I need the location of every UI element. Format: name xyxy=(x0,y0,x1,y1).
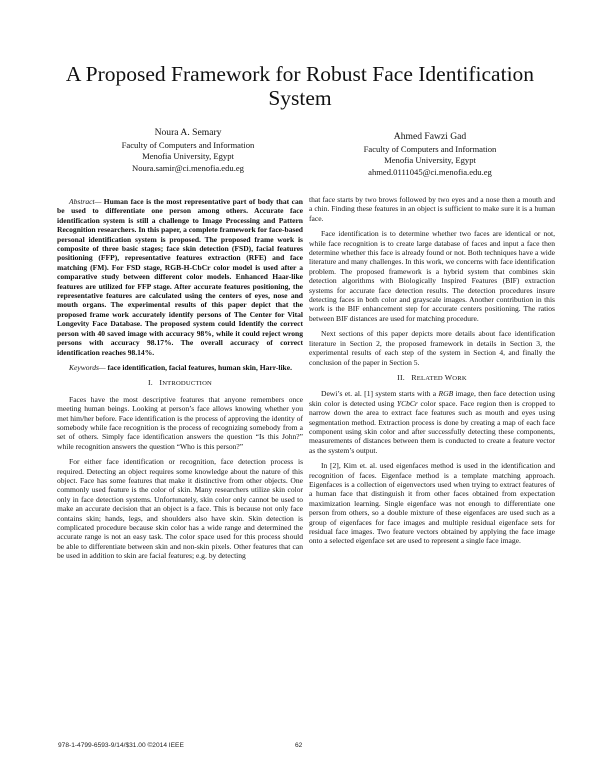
author-name: Ahmed Fawzi Gad xyxy=(393,131,467,142)
author-email[interactable]: ahmed.0111045@ci.menofia.edu.eg xyxy=(368,166,492,177)
related-work-paragraph-1: Dewi’s et. al. [1] system starts with a RGB image, then face detection using skin color is detected using YCbCr color space. Face region then is cropped to narrow down the area to extract face features such as mouth and eyes using segmentation method. Extraction process is done by creating a map of each face component using skin color and after successfully detecting these components, measurements of distances between them is conducted to create a feature vector as the system’s output. xyxy=(309,389,555,455)
author-university: Menofia University, Egypt xyxy=(142,151,234,162)
author-block-2 xyxy=(330,130,530,178)
author-email[interactable]: Noura.samir@ci.menofia.edu.eg xyxy=(132,162,244,173)
abstract xyxy=(57,197,303,357)
related-work-paragraph-2: In [2], Kim et. al. used eigenfaces method is used in the identification and recognition of faces. Eigenface method is a template matching approach. Eigenfaces is a collection of eigenvectors used when trying to extract features of a human face that distinguish it from other faces obtained from expectation maximization learning. Single eigenface was not enough to differentiate one person from others, so a double mixture of these eigenfaces are used such as a group of eigenfaces for face images and multiple residual eigenface sets for residual face images. Two feature vectors obtained by applying the face image onto a selected eigenface set are used to represent a single face image. xyxy=(309,461,555,546)
author-name: Noura A. Semary xyxy=(154,127,222,138)
abstract-text: Human face is the most representative part of body that can be used to differentiate one person among others. Accurate face identification system is still a challenge to Image Processing and Pattern Recognition researchers. In this paper, a complete framework for face-based personal identification system is proposed. The proposed frame work is composite of three basic stages; face skin detection (FSD), facial features positioning (FFP), representative features extraction (RFE) and face matching (FM). For FSD stage, RGB-H-CbCr color model is used after a comparative study between different color models. Enhanced Haar-like features are utilized for FFP stage. After accurate features positioning, the representative features are calculated using the centers of eyes, nose and mouth organs. The experimental results of this paper depict that the proposed frame work accurately identify persons of The Center for Vital Longevity Face Database. The proposed system could Identify the correct person with 40 saved image with accuracy 98%, while it could reject wrong persons with accuracy 98.17%. The overall accuracy of correct identification reaches 98.14%. xyxy=(57,197,303,357)
footer-copyright: 978-1-4799-6593-9/14/$31.00 ©2014 IEEE xyxy=(58,742,184,749)
page-number: 62 xyxy=(295,742,303,749)
author-university: Menofia University, Egypt xyxy=(384,155,476,166)
intro-paragraph-2: For either face identification or recognition, face detection process is required. Detecting an object requires some knowledge about the nature of this object. Face has some features that make it distinctive from other objects. One commonly used feature is the color of skin. Many researchers utilize skin color only in face detection systems. Unfortunately, skin color only cannot be used to make an accurate decision that an object is a face. This is because not only face contains skin; hands, legs, and shoulders also have skin. Skin detection is complicated procedure because skin color has a wide range and determined the accurate range is not an easy task. The color space used for this process should be able to differentiate between skin and non-skin pixels. Other features that can be used in addition to skin are facial features; e.g. by detecting xyxy=(57,457,303,561)
section-heading-related-work: II. RELATED WORK xyxy=(397,372,467,382)
author-block-1 xyxy=(88,126,288,174)
intro-paragraph-1: Faces have the most descriptive features that anyone remembers once meeting human beings. Looking at person’s face allows knowing whether you met him/her before. Face identification is the process of approving the identity of somebody while face recognition is the process of recognizing somebody from a set of others. Simply face identification answers the question “Is this John?” while recognition answers the question “Who is this person?” xyxy=(57,394,303,451)
abstract-label: Abstract— xyxy=(69,197,102,206)
right-column xyxy=(309,195,555,552)
intro-paragraph-4: Next sections of this paper depicts more details about face identification literature in Section 2, the proposed framework in details in Section 3, the experimental results of each step of the system in Section 4, and finally the conclusion of the paper in Section 5. xyxy=(309,329,555,367)
paper-title: A Proposed Framework for Robust Face Identification System xyxy=(65,62,535,111)
left-column xyxy=(57,197,303,567)
author-affiliation: Faculty of Computers and Information xyxy=(363,144,497,154)
author-affiliation: Faculty of Computers and Information xyxy=(121,140,255,150)
intro-paragraph-3: Face identification is to determine whether two faces are identical or not, while face recognition is to create large database of faces and input a face then determine whether this face is already found or not. Both techniques have a wide literature and many challenges. In this work, we concerns with face identification problem. The proposed framework is a hybrid system that combines skin detection algorithms with Biologically Inspired Features (BIF) extraction systems for accurate face detection results. The detection procedures insure detecting faces in both color and grayscale images. Another contribution in this work is the BIF enhancement step for accurate centers positioning. The ratios between BIF distances are used for matching procedure. xyxy=(309,229,555,323)
keywords xyxy=(57,363,303,372)
keywords-label: Keywords— xyxy=(69,362,106,372)
intro-paragraph-continued: that face starts by two brows followed by two eyes and a nose then a mouth and a chin. Finding these features in an object is sufficient to make sure it is a human face. xyxy=(309,195,555,223)
section-heading-introduction: I. INTRODUCTION xyxy=(147,378,213,388)
keywords-text: face identification, facial features, human skin, Harr-like. xyxy=(105,362,292,372)
